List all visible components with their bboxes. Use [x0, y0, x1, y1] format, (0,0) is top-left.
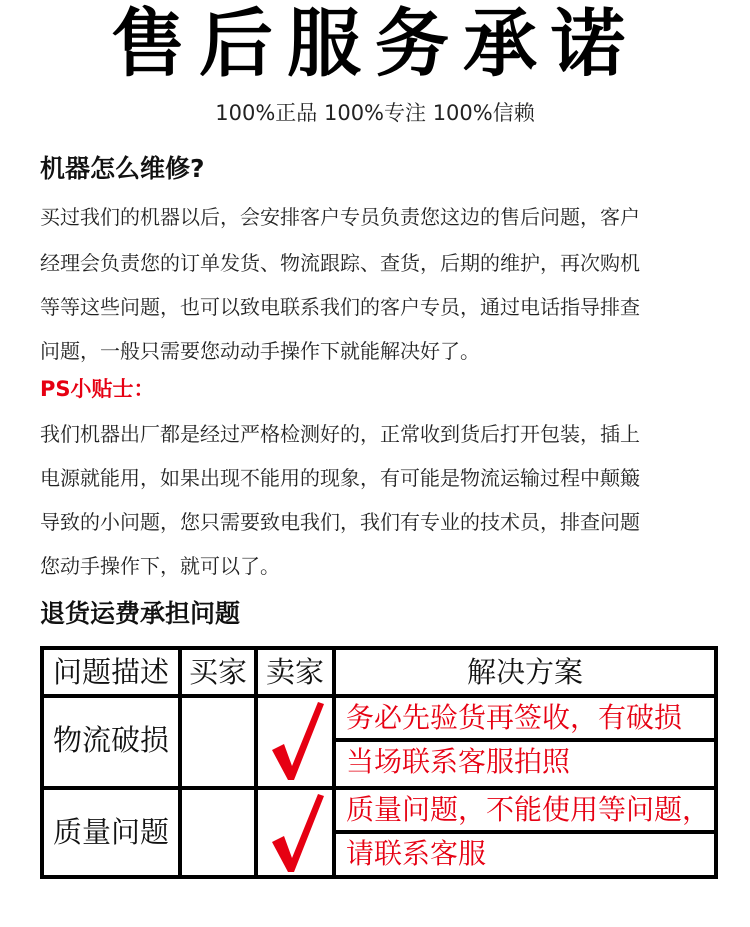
table-cell-solution: 质量问题，不能使用等问题， [346, 793, 711, 826]
table-cell-issue: 质量问题 [52, 815, 169, 849]
section-heading-repair: 机器怎么维修? [40, 154, 205, 183]
checkmark-icon [270, 700, 326, 782]
paragraph-line: 买过我们的机器以后，会安排客户专员负责您这边的售后问题，客户 [40, 205, 640, 229]
checkmark-icon [270, 792, 326, 874]
paragraph-line: 电源就能用，如果出现不能用的现象，有可能是物流运输过程中颠簸 [40, 466, 640, 490]
paragraph-line: 您动手操作下，就可以了。 [40, 554, 280, 578]
table-cell-issue: 物流破损 [52, 723, 169, 757]
table-cell-solution: 当场联系客服拍照 [346, 745, 571, 778]
table-header-issue: 问题描述 [52, 655, 169, 689]
table-header-solution: 解决方案 [466, 655, 583, 689]
paragraph-line: 导致的小问题，您只需要致电我们，我们有专业的技术员，排查问题 [40, 510, 640, 534]
section-heading-return-shipping: 退货运费承担问题 [40, 599, 241, 628]
paragraph-line: 问题，一般只需要您动动手操作下就能解决好了。 [40, 339, 480, 363]
table-header-buyer: 买家 [188, 655, 247, 689]
table-cell-solution: 请联系客服 [346, 837, 487, 870]
paragraph-line: 等等这些问题，也可以致电联系我们的客户专员，通过电话指导排查 [40, 295, 640, 319]
responsibility-table [40, 646, 718, 879]
paragraph-line: 我们机器出厂都是经过严格检测好的，正常收到货后打开包装，插上 [40, 422, 640, 446]
tip-label: PS小贴士： [40, 377, 155, 401]
page-title: 售后服务承诺 [111, 1, 639, 87]
table-header-seller: 卖家 [265, 655, 324, 689]
paragraph-line: 经理会负责您的订单发货、物流跟踪、查货，后期的维护，再次购机 [40, 251, 640, 275]
table-cell-solution: 务必先验货再签收，有破损 [346, 701, 683, 734]
page-subtitle: 100%正品 100%专注 100%信赖 [215, 101, 535, 125]
